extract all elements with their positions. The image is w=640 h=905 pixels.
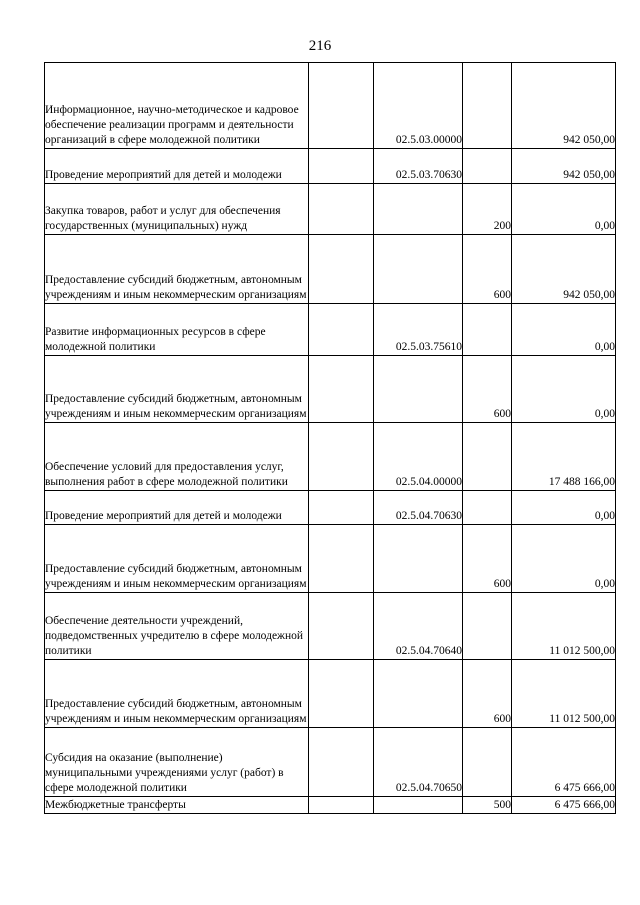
row-name: Развитие информационных ресурсов в сфере молодежной политики [45, 304, 309, 356]
row-code [374, 797, 463, 814]
row-name: Проведение мероприятий для детей и молодежи [45, 149, 309, 184]
row-type [463, 728, 512, 797]
empty-cell [309, 593, 374, 660]
row-code: 02.5.04.70640 [374, 593, 463, 660]
row-type: 600 [463, 660, 512, 728]
row-type: 500 [463, 797, 512, 814]
empty-cell [309, 184, 374, 235]
empty-cell [309, 525, 374, 593]
row-type: 600 [463, 235, 512, 304]
row-name: Проведение мероприятий для детей и молодежи [45, 491, 309, 525]
row-type: 600 [463, 356, 512, 423]
row-name: Предоставление субсидий бюджетным, автономным учреждениям и иным некоммерческим организациям [45, 356, 309, 423]
row-sum: 942 050,00 [512, 235, 616, 304]
table-row [45, 593, 616, 660]
row-type [463, 304, 512, 356]
empty-cell [309, 423, 374, 491]
row-name: Субсидия на оказание (выполнение) муниципальными учреждениями услуг (работ) в сфере молодежной политики [45, 728, 309, 797]
row-code: 02.5.03.75610 [374, 304, 463, 356]
row-code [374, 184, 463, 235]
empty-cell [309, 797, 374, 814]
row-sum: 0,00 [512, 525, 616, 593]
row-sum: 942 050,00 [512, 149, 616, 184]
row-code: 02.5.03.00000 [374, 63, 463, 149]
empty-cell [309, 660, 374, 728]
row-type [463, 423, 512, 491]
table-row [45, 63, 616, 149]
table-row [45, 423, 616, 491]
row-sum: 11 012 500,00 [512, 593, 616, 660]
table-row [45, 491, 616, 525]
row-code: 02.5.04.70650 [374, 728, 463, 797]
row-sum: 942 050,00 [512, 63, 616, 149]
table-row [45, 184, 616, 235]
empty-cell [309, 235, 374, 304]
row-code: 02.5.03.70630 [374, 149, 463, 184]
row-name: Обеспечение деятельности учреждений, подведомственных учредителю в сфере молодежной политики [45, 593, 309, 660]
row-type [463, 149, 512, 184]
table-row [45, 356, 616, 423]
row-type [463, 63, 512, 149]
row-code [374, 660, 463, 728]
empty-cell [309, 149, 374, 184]
empty-cell [309, 356, 374, 423]
row-type [463, 491, 512, 525]
table-row [45, 235, 616, 304]
row-code [374, 235, 463, 304]
row-sum: 0,00 [512, 491, 616, 525]
row-sum: 0,00 [512, 184, 616, 235]
row-sum: 6 475 666,00 [512, 728, 616, 797]
row-name: Закупка товаров, работ и услуг для обеспечения государственных (муниципальных) нужд [45, 184, 309, 235]
row-sum: 0,00 [512, 356, 616, 423]
empty-cell [309, 491, 374, 525]
row-name: Предоставление субсидий бюджетным, автономным учреждениям и иным некоммерческим организациям [45, 235, 309, 304]
row-code [374, 356, 463, 423]
empty-cell [309, 728, 374, 797]
table-row [45, 660, 616, 728]
row-sum: 17 488 166,00 [512, 423, 616, 491]
table-row [45, 304, 616, 356]
row-code [374, 525, 463, 593]
row-name: Предоставление субсидий бюджетным, автономным учреждениям и иным некоммерческим организациям [45, 525, 309, 593]
row-type: 200 [463, 184, 512, 235]
row-code: 02.5.04.70630 [374, 491, 463, 525]
row-sum: 11 012 500,00 [512, 660, 616, 728]
row-name: Межбюджетные трансферты [45, 797, 309, 814]
row-code: 02.5.04.00000 [374, 423, 463, 491]
row-type [463, 593, 512, 660]
row-name: Предоставление субсидий бюджетным, автономным учреждениям и иным некоммерческим организациям [45, 660, 309, 728]
table-row [45, 525, 616, 593]
row-sum: 0,00 [512, 304, 616, 356]
page-number: 216 [308, 38, 332, 54]
table-row [45, 149, 616, 184]
empty-cell [309, 304, 374, 356]
table-row [45, 797, 616, 814]
row-name: Обеспечение условий для предоставления услуг, выполнения работ в сфере молодежной политики [45, 423, 309, 491]
row-name: Информационное, научно-методическое и кадровое обеспечение реализации программ и деятельности организаций в сфере молодежной политики [45, 63, 309, 149]
row-sum: 6 475 666,00 [512, 797, 616, 814]
table-row [45, 728, 616, 797]
empty-cell [309, 63, 374, 149]
row-type: 600 [463, 525, 512, 593]
budget-table [44, 62, 616, 814]
